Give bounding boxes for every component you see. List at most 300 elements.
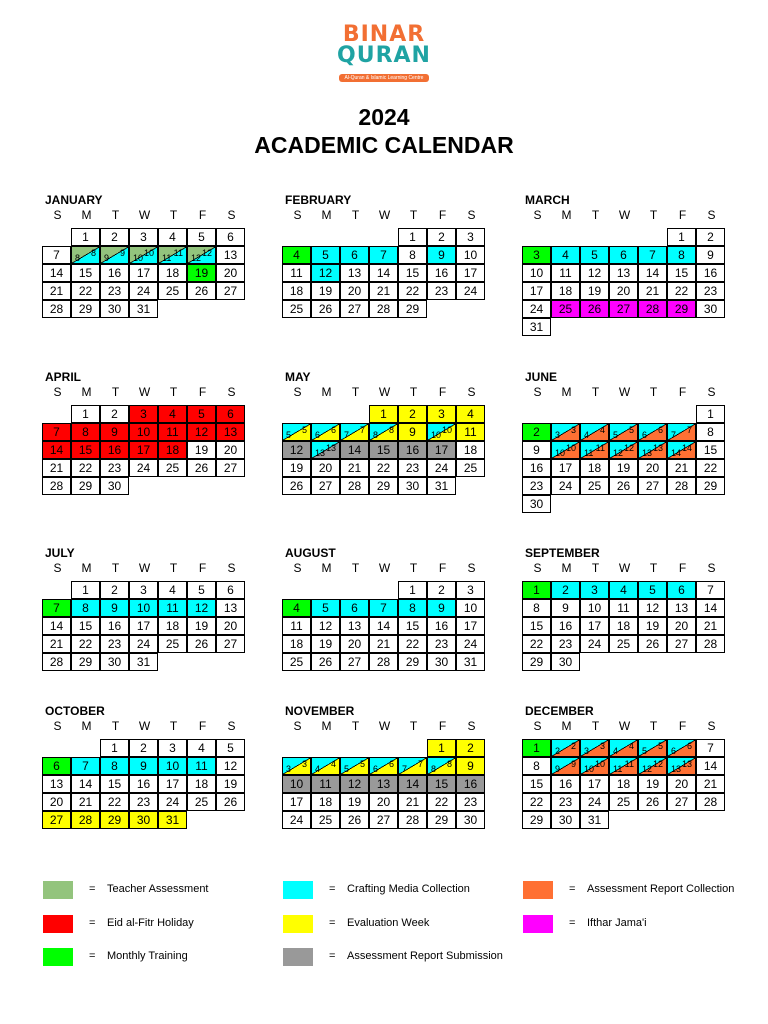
day-cell bbox=[638, 423, 667, 441]
day-cell bbox=[340, 599, 369, 617]
weekday-label: W bbox=[378, 208, 391, 222]
day-cell bbox=[522, 617, 551, 635]
day-number: 26 bbox=[223, 795, 238, 809]
day-number: 8 bbox=[90, 248, 96, 258]
weekday-label: F bbox=[438, 719, 447, 733]
day-cell bbox=[187, 617, 216, 635]
day-number: 17 bbox=[165, 777, 180, 791]
day-cell bbox=[340, 653, 369, 671]
day-number: 30 bbox=[107, 479, 122, 493]
day-cell bbox=[100, 264, 129, 282]
day-cell bbox=[609, 635, 638, 653]
day-number: 1 bbox=[82, 407, 89, 421]
day-number: 15 bbox=[405, 266, 420, 280]
day-cell bbox=[427, 581, 456, 599]
day-number: 28 bbox=[49, 655, 64, 669]
day-cell bbox=[100, 441, 129, 459]
day-number: 27 bbox=[674, 795, 689, 809]
day-number: 6 bbox=[373, 764, 379, 774]
day-cell bbox=[551, 441, 580, 459]
day-cell bbox=[609, 264, 638, 282]
day-number: 2 bbox=[555, 746, 561, 756]
day-number: 1 bbox=[438, 741, 445, 755]
day-cell bbox=[311, 246, 340, 264]
day-number: 9 bbox=[707, 248, 714, 262]
day-cell bbox=[129, 405, 158, 423]
day-cell bbox=[311, 264, 340, 282]
day-number: 19 bbox=[347, 795, 362, 809]
day-number: 7 bbox=[53, 248, 60, 262]
day-number: 17 bbox=[463, 619, 478, 633]
day-number: 3 bbox=[467, 583, 474, 597]
day-number: 29 bbox=[78, 302, 93, 316]
day-number: 24 bbox=[289, 813, 304, 827]
day-number: 29 bbox=[529, 655, 544, 669]
day-cell bbox=[42, 617, 71, 635]
day-number: 24 bbox=[136, 284, 151, 298]
day-cell bbox=[311, 757, 340, 775]
legend-swatch bbox=[43, 881, 73, 899]
day-cell bbox=[667, 300, 696, 318]
day-number: 31 bbox=[529, 320, 544, 334]
day-cell bbox=[696, 617, 725, 635]
weekday-label: W bbox=[138, 385, 151, 399]
day-cell bbox=[638, 635, 667, 653]
day-cell bbox=[522, 635, 551, 653]
day-number: 11 bbox=[464, 425, 477, 439]
day-number: 29 bbox=[405, 655, 420, 669]
day-number: 2 bbox=[570, 741, 576, 751]
day-cell bbox=[369, 811, 398, 829]
weekday-label: T bbox=[649, 385, 658, 399]
day-number: 23 bbox=[703, 284, 718, 298]
day-number: 13 bbox=[616, 266, 631, 280]
day-number: 11 bbox=[166, 425, 179, 439]
day-cell bbox=[609, 441, 638, 459]
day-number: 16 bbox=[434, 266, 449, 280]
day-number: 1 bbox=[380, 407, 387, 421]
day-cell bbox=[427, 757, 456, 775]
day-number: 23 bbox=[529, 479, 544, 493]
day-cell bbox=[282, 459, 311, 477]
day-number: 7 bbox=[402, 764, 408, 774]
day-cell bbox=[71, 599, 100, 617]
day-number: 21 bbox=[376, 637, 391, 651]
weekday-label: S bbox=[707, 385, 716, 399]
day-number: 18 bbox=[165, 619, 180, 633]
weekday-label: S bbox=[707, 719, 716, 733]
day-cell bbox=[187, 459, 216, 477]
day-number: 9 bbox=[104, 253, 110, 263]
day-cell bbox=[609, 423, 638, 441]
day-cell bbox=[369, 653, 398, 671]
day-number: 27 bbox=[645, 479, 660, 493]
day-number: 8 bbox=[75, 253, 81, 263]
day-cell bbox=[427, 282, 456, 300]
day-cell bbox=[311, 423, 340, 441]
day-cell bbox=[340, 264, 369, 282]
weekday-label: T bbox=[351, 561, 360, 575]
page-year: 2024 bbox=[358, 104, 410, 130]
day-cell bbox=[187, 775, 216, 793]
day-cell bbox=[580, 757, 609, 775]
day-number: 21 bbox=[49, 284, 64, 298]
legend-label: Assessment Report Collection bbox=[587, 883, 735, 895]
day-cell bbox=[216, 599, 245, 617]
day-cell bbox=[456, 793, 485, 811]
day-number: 20 bbox=[318, 461, 333, 475]
day-number: 16 bbox=[107, 443, 122, 457]
day-number: 10 bbox=[289, 777, 304, 791]
day-number: 5 bbox=[198, 230, 205, 244]
day-cell bbox=[696, 775, 725, 793]
weekday-label: S bbox=[467, 561, 476, 575]
day-number: 15 bbox=[78, 443, 93, 457]
day-cell bbox=[522, 264, 551, 282]
day-cell bbox=[282, 653, 311, 671]
day-number: 21 bbox=[703, 777, 718, 791]
day-cell bbox=[311, 811, 340, 829]
day-number: 16 bbox=[136, 777, 151, 791]
month-name: MARCH bbox=[525, 193, 570, 207]
day-number: 31 bbox=[434, 479, 449, 493]
day-number: 20 bbox=[223, 266, 238, 280]
day-number: 18 bbox=[558, 284, 573, 298]
day-number: 6 bbox=[315, 430, 321, 440]
day-number: 3 bbox=[140, 230, 147, 244]
day-cell bbox=[398, 581, 427, 599]
day-number: 9 bbox=[111, 425, 118, 439]
day-number: 6 bbox=[330, 425, 336, 435]
day-cell bbox=[456, 653, 485, 671]
day-cell bbox=[398, 477, 427, 495]
day-cell bbox=[638, 757, 667, 775]
day-number: 13 bbox=[674, 601, 689, 615]
day-cell bbox=[667, 617, 696, 635]
legend-label: Teacher Assessment bbox=[107, 883, 209, 895]
day-number: 8 bbox=[533, 601, 540, 615]
weekday-label: T bbox=[649, 208, 658, 222]
day-cell bbox=[427, 775, 456, 793]
day-number: 25 bbox=[616, 637, 631, 651]
day-cell bbox=[369, 775, 398, 793]
day-cell bbox=[427, 264, 456, 282]
day-cell bbox=[398, 653, 427, 671]
day-number: 13 bbox=[325, 443, 336, 453]
day-cell bbox=[42, 811, 71, 829]
day-cell bbox=[609, 459, 638, 477]
day-number: 29 bbox=[78, 655, 93, 669]
day-cell bbox=[71, 300, 100, 318]
day-number: 28 bbox=[347, 479, 362, 493]
day-number: 24 bbox=[434, 461, 449, 475]
day-number: 4 bbox=[169, 583, 176, 597]
weekday-label: W bbox=[378, 385, 391, 399]
day-cell bbox=[398, 757, 427, 775]
day-cell bbox=[216, 459, 245, 477]
day-cell bbox=[100, 581, 129, 599]
day-number: 17 bbox=[434, 443, 449, 457]
day-number: 23 bbox=[434, 284, 449, 298]
day-number: 26 bbox=[616, 479, 631, 493]
day-cell bbox=[696, 441, 725, 459]
weekday-label: T bbox=[169, 385, 178, 399]
day-number: 10 bbox=[463, 248, 478, 262]
weekday-label: M bbox=[81, 561, 92, 575]
day-cell bbox=[522, 459, 551, 477]
day-cell bbox=[638, 300, 667, 318]
day-number: 12 bbox=[645, 601, 660, 615]
month-name: JANUARY bbox=[45, 193, 103, 207]
day-cell bbox=[129, 581, 158, 599]
day-number: 31 bbox=[136, 655, 151, 669]
day-number: 9 bbox=[119, 248, 125, 258]
day-number: 9 bbox=[533, 443, 540, 457]
day-number: 5 bbox=[344, 764, 350, 774]
day-number: 3 bbox=[438, 407, 445, 421]
day-cell bbox=[609, 599, 638, 617]
day-number: 24 bbox=[587, 795, 602, 809]
logo bbox=[0, 24, 768, 84]
day-number: 24 bbox=[587, 637, 602, 651]
day-number: 17 bbox=[558, 461, 573, 475]
day-number: 7 bbox=[649, 248, 656, 262]
day-cell bbox=[71, 228, 100, 246]
day-number: 29 bbox=[405, 302, 420, 316]
day-number: 14 bbox=[49, 619, 64, 633]
day-cell bbox=[580, 739, 609, 757]
day-number: 7 bbox=[707, 741, 714, 755]
day-cell bbox=[398, 793, 427, 811]
day-cell bbox=[71, 264, 100, 282]
day-number: 26 bbox=[318, 302, 333, 316]
weekday-label: S bbox=[53, 208, 62, 222]
day-number: 5 bbox=[286, 430, 292, 440]
month-name: JULY bbox=[45, 546, 75, 560]
day-number: 20 bbox=[674, 777, 689, 791]
day-number: 16 bbox=[405, 443, 420, 457]
day-number: 27 bbox=[223, 637, 238, 651]
day-cell bbox=[369, 300, 398, 318]
day-cell bbox=[522, 653, 551, 671]
day-cell bbox=[427, 228, 456, 246]
weekday-label: F bbox=[198, 561, 207, 575]
weekday-label: S bbox=[293, 208, 302, 222]
day-cell bbox=[369, 459, 398, 477]
day-number: 4 bbox=[562, 248, 569, 262]
day-number: 23 bbox=[463, 795, 478, 809]
day-cell bbox=[696, 739, 725, 757]
day-cell bbox=[667, 793, 696, 811]
day-cell bbox=[609, 581, 638, 599]
day-cell bbox=[158, 228, 187, 246]
day-cell bbox=[158, 793, 187, 811]
day-number: 10 bbox=[165, 759, 180, 773]
day-cell bbox=[580, 581, 609, 599]
day-cell bbox=[216, 246, 245, 264]
day-number: 14 bbox=[49, 266, 64, 280]
day-cell bbox=[696, 635, 725, 653]
day-number: 13 bbox=[347, 266, 362, 280]
day-number: 8 bbox=[707, 425, 714, 439]
day-cell bbox=[522, 300, 551, 318]
weekday-label: S bbox=[707, 208, 716, 222]
day-number: 24 bbox=[529, 302, 544, 316]
day-number: 26 bbox=[587, 302, 602, 316]
day-cell bbox=[42, 441, 71, 459]
day-number: 14 bbox=[78, 777, 93, 791]
day-number: 1 bbox=[533, 741, 540, 755]
day-cell bbox=[456, 246, 485, 264]
day-number: 29 bbox=[529, 813, 544, 827]
day-cell bbox=[129, 246, 158, 264]
weekday-label: F bbox=[678, 208, 687, 222]
weekday-label: T bbox=[351, 208, 360, 222]
day-cell bbox=[638, 441, 667, 459]
day-number: 12 bbox=[613, 448, 624, 458]
day-cell bbox=[551, 423, 580, 441]
day-number: 12 bbox=[194, 425, 209, 439]
day-number: 10 bbox=[431, 430, 442, 440]
day-number: 6 bbox=[227, 230, 234, 244]
weekday-label: S bbox=[227, 385, 236, 399]
day-number: 11 bbox=[559, 266, 572, 280]
day-cell bbox=[129, 653, 158, 671]
day-cell bbox=[158, 459, 187, 477]
day-number: 10 bbox=[594, 759, 605, 769]
day-cell bbox=[551, 477, 580, 495]
day-number: 11 bbox=[195, 759, 208, 773]
weekday-label: W bbox=[138, 208, 151, 222]
day-cell bbox=[71, 246, 100, 264]
day-cell bbox=[609, 793, 638, 811]
day-cell bbox=[667, 246, 696, 264]
day-number: 17 bbox=[587, 619, 602, 633]
day-number: 9 bbox=[570, 759, 576, 769]
weekday-label: F bbox=[438, 385, 447, 399]
day-number: 25 bbox=[587, 479, 602, 493]
day-number: 21 bbox=[347, 461, 362, 475]
day-cell bbox=[638, 617, 667, 635]
day-cell bbox=[369, 477, 398, 495]
day-number: 6 bbox=[53, 759, 60, 773]
day-number: 20 bbox=[347, 284, 362, 298]
day-number: 7 bbox=[380, 248, 387, 262]
day-number: 4 bbox=[293, 601, 300, 615]
day-cell bbox=[71, 282, 100, 300]
day-cell bbox=[158, 775, 187, 793]
day-cell bbox=[522, 775, 551, 793]
day-cell bbox=[427, 617, 456, 635]
day-number: 4 bbox=[169, 230, 176, 244]
day-number: 12 bbox=[318, 619, 333, 633]
day-number: 1 bbox=[707, 407, 714, 421]
day-number: 17 bbox=[136, 266, 151, 280]
weekday-label: M bbox=[561, 719, 572, 733]
day-number: 25 bbox=[558, 302, 573, 316]
weekday-label: F bbox=[198, 385, 207, 399]
day-number: 13 bbox=[652, 443, 663, 453]
day-cell bbox=[369, 282, 398, 300]
day-cell bbox=[340, 617, 369, 635]
day-cell bbox=[42, 459, 71, 477]
weekday-label: S bbox=[467, 719, 476, 733]
day-cell bbox=[311, 617, 340, 635]
day-cell bbox=[100, 617, 129, 635]
day-number: 11 bbox=[162, 253, 172, 263]
day-cell bbox=[42, 757, 71, 775]
day-number: 10 bbox=[143, 248, 154, 258]
day-cell bbox=[369, 423, 398, 441]
weekday-label: S bbox=[533, 208, 542, 222]
day-cell bbox=[311, 635, 340, 653]
day-number: 13 bbox=[49, 777, 64, 791]
day-cell bbox=[696, 477, 725, 495]
day-cell bbox=[42, 246, 71, 264]
day-cell bbox=[42, 653, 71, 671]
day-cell bbox=[71, 617, 100, 635]
day-number: 27 bbox=[616, 302, 631, 316]
weekday-label: S bbox=[293, 561, 302, 575]
day-number: 22 bbox=[703, 461, 718, 475]
day-number: 13 bbox=[223, 601, 238, 615]
day-number: 25 bbox=[165, 461, 180, 475]
day-cell bbox=[100, 300, 129, 318]
day-cell bbox=[158, 599, 187, 617]
day-number: 10 bbox=[587, 601, 602, 615]
day-number: 1 bbox=[409, 583, 416, 597]
day-cell bbox=[580, 599, 609, 617]
legend-equals: = bbox=[89, 950, 96, 962]
day-cell bbox=[522, 318, 551, 336]
day-cell bbox=[551, 282, 580, 300]
day-number: 10 bbox=[463, 601, 478, 615]
legend-label: Evaluation Week bbox=[347, 917, 430, 929]
day-number: 7 bbox=[707, 583, 714, 597]
legend-swatch bbox=[523, 915, 553, 933]
day-cell bbox=[456, 599, 485, 617]
weekday-label: F bbox=[438, 208, 447, 222]
day-number: 8 bbox=[678, 248, 685, 262]
day-number: 12 bbox=[191, 253, 202, 263]
day-cell bbox=[187, 282, 216, 300]
day-cell bbox=[129, 441, 158, 459]
day-cell bbox=[398, 599, 427, 617]
day-number: 26 bbox=[194, 637, 209, 651]
day-number: 16 bbox=[107, 266, 122, 280]
day-number: 2 bbox=[438, 583, 445, 597]
day-number: 23 bbox=[107, 461, 122, 475]
day-number: 2 bbox=[533, 425, 540, 439]
day-cell bbox=[158, 441, 187, 459]
day-number: 18 bbox=[289, 637, 304, 651]
day-cell bbox=[667, 599, 696, 617]
day-cell bbox=[340, 635, 369, 653]
day-number: 23 bbox=[107, 284, 122, 298]
weekday-label: T bbox=[169, 561, 178, 575]
legend-swatch bbox=[43, 915, 73, 933]
day-number: 13 bbox=[223, 248, 238, 262]
day-number: 19 bbox=[318, 637, 333, 651]
day-cell bbox=[158, 617, 187, 635]
month-name: AUGUST bbox=[285, 546, 336, 560]
day-number: 8 bbox=[431, 764, 437, 774]
day-cell bbox=[71, 459, 100, 477]
day-cell bbox=[398, 617, 427, 635]
day-number: 7 bbox=[82, 759, 89, 773]
weekday-label: T bbox=[169, 208, 178, 222]
day-number: 21 bbox=[376, 284, 391, 298]
